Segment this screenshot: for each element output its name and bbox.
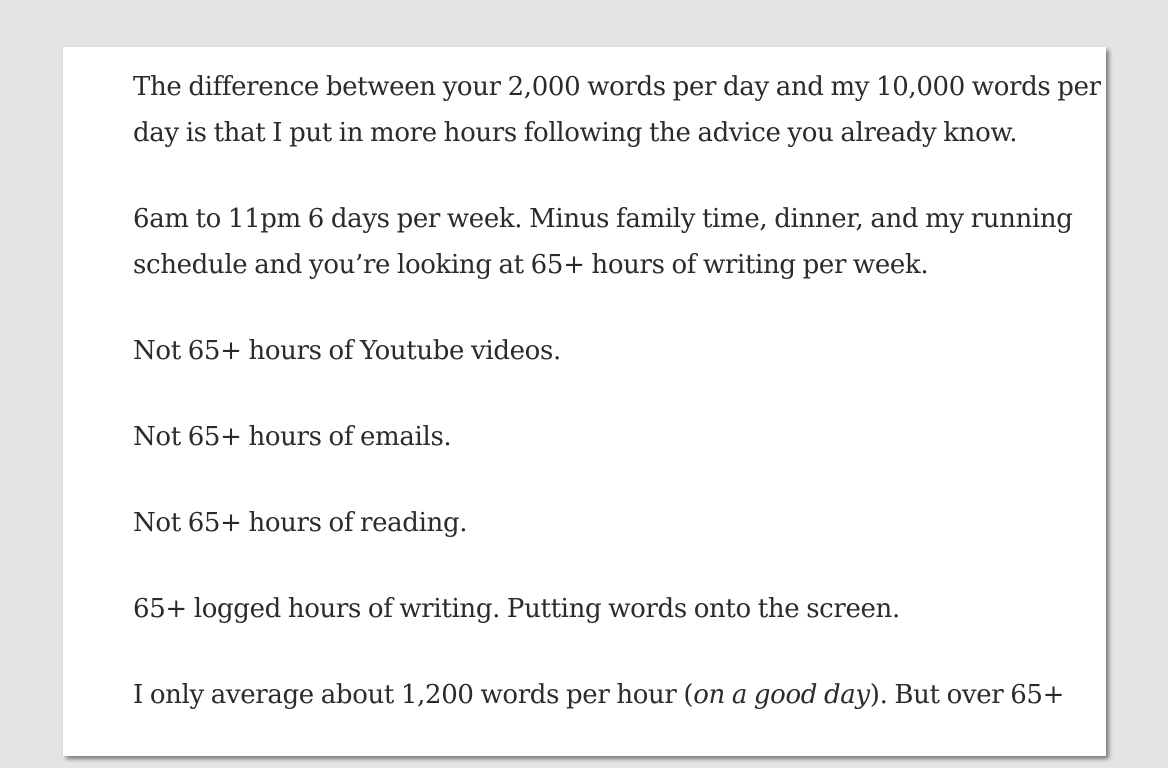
text-line: The difference between your 2,000 words per day and my 10,000 words per (133, 72, 1101, 102)
paragraph (133, 500, 1093, 546)
text-line (133, 672, 1093, 718)
text-line: 6am to 11pm 6 days per week. Minus family time, dinner, and my running (133, 204, 1073, 234)
text-line: Not 65+ hours of emails. (133, 422, 452, 452)
text-line: day is that I put in more hours following the advice you already know. (133, 118, 1018, 148)
text-line: 65+ logged hours of writing. Putting words onto the screen. (133, 594, 900, 624)
paragraph (133, 196, 1093, 288)
paragraph (133, 328, 1093, 374)
paragraph (133, 672, 1093, 718)
text-line: Not 65+ hours of Youtube videos. (133, 336, 561, 366)
text-segment: I only average about 1,200 words per hour ( (133, 680, 694, 710)
text-segment: ). But over 65+ (869, 680, 1065, 710)
text-line: schedule and you’re looking at 65+ hours of writing per week. (133, 250, 929, 280)
paragraph (133, 586, 1093, 632)
article-card (63, 47, 1106, 756)
article-body (133, 64, 1101, 756)
paragraph (133, 414, 1093, 460)
text-line: Not 65+ hours of reading. (133, 508, 468, 538)
paragraph (133, 64, 1101, 156)
emphasis-text: on a good day (693, 680, 870, 710)
